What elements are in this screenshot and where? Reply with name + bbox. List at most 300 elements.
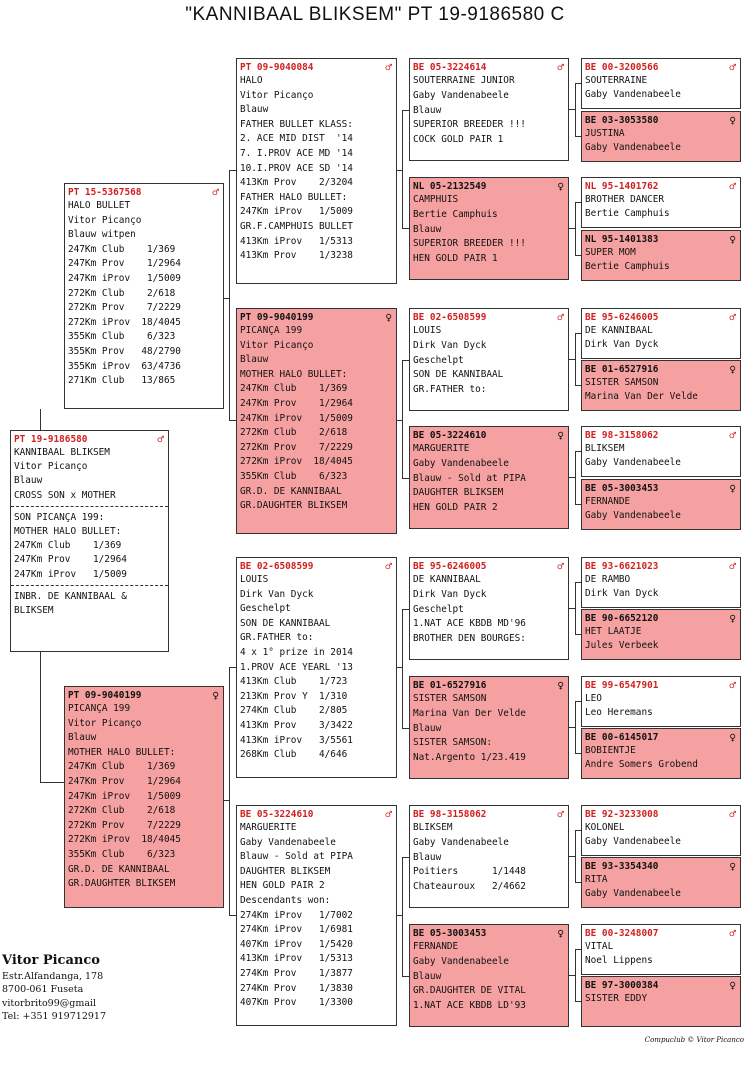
card-header xyxy=(413,311,565,324)
card-line: 247Km Prov 1/2964 xyxy=(68,258,181,270)
great-grandparent-card xyxy=(409,177,569,280)
female-icon: ♀ xyxy=(729,233,736,246)
ring-number: PT 15-5367568 xyxy=(68,187,142,198)
card-line: SISTER SAMSON: xyxy=(413,737,493,749)
great-great-grandparent-card xyxy=(581,111,741,162)
male-icon: ♂ xyxy=(729,927,736,940)
connector-line xyxy=(575,949,576,1001)
great-grandparent-card xyxy=(409,426,569,529)
grandparent-card xyxy=(236,58,397,284)
great-grandparent-card xyxy=(409,557,569,660)
card-line: 247Km iProv 1/5009 xyxy=(240,412,353,424)
card-header xyxy=(585,979,737,992)
great-great-grandparent-card xyxy=(581,557,741,608)
card-line: 10.I.PROV ACE SD '14 xyxy=(240,162,353,174)
ring-number: BE 95-6246005 xyxy=(413,561,487,572)
owner-city: 8700-061 Fuseta xyxy=(2,984,84,996)
card-line: 272Km iProv 18/4045 xyxy=(68,834,181,846)
female-icon: ♀ xyxy=(729,114,736,127)
female-icon: ♀ xyxy=(212,689,219,702)
card-header xyxy=(585,363,737,376)
card-line: BROTHER DANCER xyxy=(585,194,665,205)
female-icon: ♀ xyxy=(385,311,392,324)
card-line: 272Km iProv 18/4045 xyxy=(240,456,353,468)
card-line: 413Km iProv 1/5313 xyxy=(240,953,353,965)
card-line: FERNANDE xyxy=(585,496,631,507)
card-line: Vitor Picanço xyxy=(68,717,142,729)
card-line: DE KANNIBAAL xyxy=(585,325,653,336)
great-grandparent-card xyxy=(409,924,569,1027)
card-line: Nat.Argento 1/23.419 xyxy=(413,752,526,764)
connector-line xyxy=(575,634,581,635)
card-line: MARGUERITE xyxy=(240,822,297,833)
ring-number: BE 01-6527916 xyxy=(585,364,659,375)
ring-number: BE 05-3224610 xyxy=(413,430,487,441)
card-line: 413Km Club 1/723 xyxy=(240,676,348,688)
male-icon: ♂ xyxy=(557,808,564,821)
card-line: COCK GOLD PAIR 1 xyxy=(413,134,504,146)
connector-line xyxy=(575,83,581,84)
card-line: RITA xyxy=(585,874,608,885)
female-icon: ♀ xyxy=(729,363,736,376)
card-line: 247Km Club 1/369 xyxy=(68,761,176,773)
ring-number: BE 98-3158062 xyxy=(585,430,659,441)
card-line: Dirk Van Dyck xyxy=(240,588,314,600)
connector-line xyxy=(402,110,409,111)
card-line: Gaby Vandenabeele xyxy=(413,89,509,101)
card-header xyxy=(585,731,737,744)
card-line: PICANÇA 199 xyxy=(240,325,303,336)
card-line: Andre Somers Grobend xyxy=(585,759,698,771)
card-line: JUSTINA xyxy=(585,128,625,139)
card-line: 7. I.PROV ACE MD '14 xyxy=(240,147,353,159)
card-line: 413Km Prov 2/3204 xyxy=(240,177,353,189)
separator-rule xyxy=(11,506,168,507)
ring-number: BE 92-3233008 xyxy=(585,809,659,820)
card-line: 1.PROV ACE YEARL '13 xyxy=(240,661,353,673)
ring-number: NL 05-2132549 xyxy=(413,181,487,192)
ring-number: BE 97-3000384 xyxy=(585,980,659,991)
card-line: 413Km Prov 3/3422 xyxy=(240,719,353,731)
ring-number: PT 19-9186580 xyxy=(14,434,88,445)
card-line: MOTHER HALO BULLET: xyxy=(14,525,122,537)
connector-line xyxy=(229,170,236,171)
ring-number: BE 03-3053580 xyxy=(585,115,659,126)
card-header xyxy=(585,612,737,625)
card-line: 247Km Club 1/369 xyxy=(240,383,348,395)
separator-rule xyxy=(11,585,168,586)
card-header xyxy=(585,482,737,495)
owner-block xyxy=(2,952,106,1024)
connector-line xyxy=(229,420,236,421)
male-icon: ♂ xyxy=(385,808,392,821)
card-header xyxy=(413,180,565,193)
card-line: LOUIS xyxy=(240,574,269,585)
male-icon: ♂ xyxy=(385,61,392,74)
great-great-grandparent-card xyxy=(581,426,741,477)
connector-line xyxy=(402,857,403,976)
card-header xyxy=(585,233,737,246)
connector-line xyxy=(575,830,581,831)
card-line: Vitor Picanço xyxy=(240,89,314,101)
female-icon: ♀ xyxy=(729,482,736,495)
great-great-grandparent-card xyxy=(581,230,741,281)
card-line: Blauw xyxy=(413,722,442,734)
connector-line xyxy=(402,609,409,610)
card-line: Geschelpt xyxy=(240,603,291,615)
connector-line xyxy=(575,701,581,702)
connector-line xyxy=(402,976,409,977)
card-line: Descendants won: xyxy=(240,894,331,906)
card-line: Blauw xyxy=(240,354,269,366)
card-line: Gaby Vandenabeele xyxy=(413,457,509,469)
card-line: 272Km iProv 18/4045 xyxy=(68,316,181,328)
ring-number: BE 01-6527916 xyxy=(413,680,487,691)
card-line: Gaby Vandenabeele xyxy=(413,955,509,967)
card-line: 2. ACE MID DIST '14 xyxy=(240,133,353,145)
connector-line xyxy=(575,451,576,504)
connector-line xyxy=(575,949,581,950)
card-line: FATHER HALO BULLET: xyxy=(240,191,348,203)
great-great-grandparent-card xyxy=(581,360,741,411)
card-line: BOBIENTJE xyxy=(585,745,636,756)
card-line: Blauw xyxy=(413,970,442,982)
card-header xyxy=(585,860,737,873)
father-card xyxy=(64,183,224,409)
card-line: Gaby Vandenabeele xyxy=(240,836,336,848)
card-line: CROSS SON x MOTHER xyxy=(14,489,116,501)
card-line: SOUTERRAINE JUNIOR xyxy=(413,75,515,86)
card-line: GR.DAUGHTER BLIKSEM xyxy=(240,500,348,512)
card-line: 247Km Prov 1/2964 xyxy=(240,397,353,409)
card-line: Gaby Vandenabeele xyxy=(413,836,509,848)
card-line: Vitor Picanço xyxy=(14,461,88,473)
card-line: DAUGHTER BLIKSEM xyxy=(413,487,504,499)
card-line: Gaby Vandenabeele xyxy=(585,89,681,101)
female-icon: ♀ xyxy=(557,679,564,692)
great-great-grandparent-card xyxy=(581,609,741,660)
ring-number: BE 00-3248007 xyxy=(585,928,659,939)
great-grandparent-card xyxy=(409,58,569,161)
card-header xyxy=(585,560,737,573)
connector-line xyxy=(402,110,403,228)
card-line: Dirk Van Dyck xyxy=(585,588,659,600)
card-line: KANNIBAAL BLIKSEM xyxy=(14,447,110,458)
card-line: CAMPHUIS xyxy=(413,194,459,205)
card-line: 274Km iProv 1/6981 xyxy=(240,924,353,936)
card-line: 271Km Club 13/865 xyxy=(68,375,176,387)
great-great-grandparent-card xyxy=(581,479,741,530)
card-line: Geschelpt xyxy=(413,603,464,615)
card-header xyxy=(413,808,565,821)
great-great-grandparent-card xyxy=(581,58,741,109)
connector-line xyxy=(402,360,403,478)
female-icon: ♀ xyxy=(557,927,564,940)
card-line: 355Km Club 6/323 xyxy=(68,848,176,860)
ring-number: PT 09-9040199 xyxy=(240,312,314,323)
great-great-grandparent-card xyxy=(581,976,741,1027)
card-line: HALO xyxy=(240,75,263,86)
card-line: Marina Van Der Velde xyxy=(585,391,698,403)
great-great-grandparent-card xyxy=(581,805,741,856)
card-line: PICANÇA 199 xyxy=(68,703,131,714)
card-header xyxy=(14,433,165,446)
card-header xyxy=(585,114,737,127)
great-grandparent-card xyxy=(409,308,569,411)
connector-line xyxy=(575,504,581,505)
card-line: Jules Verbeek xyxy=(585,640,659,652)
male-icon: ♂ xyxy=(557,560,564,573)
card-line: 355Km Club 6/323 xyxy=(240,470,348,482)
female-icon: ♀ xyxy=(729,612,736,625)
card-line: KOLONEL xyxy=(585,822,625,833)
ring-number: BE 99-6547901 xyxy=(585,680,659,691)
card-line: 1.NAT ACE KBDB LD'93 xyxy=(413,1000,526,1012)
card-line: GR.DAUGHTER DE VITAL xyxy=(413,985,526,997)
connector-line xyxy=(229,170,230,420)
male-icon: ♂ xyxy=(557,61,564,74)
card-header xyxy=(585,311,737,324)
card-header xyxy=(68,689,220,702)
female-icon: ♀ xyxy=(729,860,736,873)
card-header xyxy=(585,61,737,74)
card-header xyxy=(240,808,393,821)
card-line: 247Km Prov 1/2964 xyxy=(68,775,181,787)
card-line: 272Km Club 2/618 xyxy=(240,427,348,439)
ring-number: BE 93-6621023 xyxy=(585,561,659,572)
male-icon: ♂ xyxy=(729,560,736,573)
great-great-grandparent-card xyxy=(581,857,741,908)
card-line: SON DE KANNIBAAL xyxy=(240,617,331,629)
card-line: Blauw xyxy=(413,104,442,116)
connector-line xyxy=(575,882,581,883)
ring-number: BE 00-3200566 xyxy=(585,62,659,73)
card-line: 274Km Club 2/805 xyxy=(240,705,348,717)
connector-line xyxy=(575,385,581,386)
card-line: 247Km iProv 1/5009 xyxy=(68,272,181,284)
connector-line xyxy=(575,333,576,385)
great-great-grandparent-card xyxy=(581,676,741,727)
footer-credit: Compuclub © Vitor Picanco xyxy=(644,1036,744,1044)
card-line: SUPERIOR BREEDER !!! xyxy=(413,238,526,250)
mother-card xyxy=(64,686,224,908)
card-header xyxy=(585,429,737,442)
male-icon: ♂ xyxy=(729,180,736,193)
card-line: FERNANDE xyxy=(413,941,459,952)
card-line: BLIKSEM xyxy=(585,443,625,454)
card-line: 274Km Prov 1/3830 xyxy=(240,982,353,994)
card-line: Marina Van Der Velde xyxy=(413,707,526,719)
card-line: 272Km Prov 7/2229 xyxy=(68,819,181,831)
card-line: 355Km Prov 48/2790 xyxy=(68,345,181,357)
female-icon: ♀ xyxy=(557,429,564,442)
card-line: Noel Lippens xyxy=(585,955,653,967)
card-line: SISTER SAMSON xyxy=(413,693,487,704)
card-header xyxy=(585,927,737,940)
card-line: Blauw xyxy=(413,851,442,863)
card-line: HET LAATJE xyxy=(585,626,642,637)
connector-line xyxy=(575,582,576,634)
ring-number: BE 05-3224610 xyxy=(240,809,314,820)
card-line: 413Km Prov 1/3238 xyxy=(240,250,353,262)
connector-line xyxy=(575,83,576,136)
card-header xyxy=(585,808,737,821)
card-line: 247Km iProv 1/5009 xyxy=(14,568,127,580)
card-line: 407Km iProv 1/5420 xyxy=(240,938,353,950)
card-line: HEN GOLD PAIR 1 xyxy=(413,253,498,265)
connector-line xyxy=(402,228,409,229)
ring-number: PT 09-9040199 xyxy=(68,690,142,701)
connector-line xyxy=(40,652,41,782)
card-line: Gaby Vandenabeele xyxy=(585,888,681,900)
card-header xyxy=(240,560,393,573)
male-icon: ♂ xyxy=(729,679,736,692)
ring-number: BE 93-3354340 xyxy=(585,861,659,872)
connector-line xyxy=(575,1001,581,1002)
card-header xyxy=(240,311,393,324)
card-line: DE KANNIBAAL xyxy=(413,574,481,585)
card-line: Dirk Van Dyck xyxy=(413,588,487,600)
card-line: Blauw witpen xyxy=(68,229,136,241)
card-line: SISTER EDDY xyxy=(585,993,648,1004)
card-line: 272Km Prov 7/2229 xyxy=(68,302,181,314)
connector-line xyxy=(40,409,41,431)
card-line: 247Km Prov 1/2964 xyxy=(14,554,127,566)
male-icon: ♂ xyxy=(729,61,736,74)
connector-line xyxy=(575,202,576,255)
card-line: 272Km Club 2/618 xyxy=(68,805,176,817)
card-line: SISTER SAMSON xyxy=(585,377,659,388)
connector-line xyxy=(575,255,581,256)
connector-line xyxy=(229,915,236,916)
card-line: 213Km Prov Y 1/310 xyxy=(240,690,348,702)
card-line: LEO xyxy=(585,693,602,704)
ring-number: NL 95-1401762 xyxy=(585,181,659,192)
connector-line xyxy=(229,667,230,915)
card-line: LOUIS xyxy=(413,325,442,336)
connector-line xyxy=(575,333,581,334)
male-icon: ♂ xyxy=(385,560,392,573)
connector-line xyxy=(40,782,64,783)
card-line: Blauw xyxy=(14,475,43,487)
card-line: FATHER BULLET KLASS: xyxy=(240,118,353,130)
card-line: SON PICANÇA 199: xyxy=(14,511,105,523)
card-line: GR.DAUGHTER BLIKSEM xyxy=(68,878,176,890)
card-line: Bertie Camphuis xyxy=(585,261,670,273)
card-line: MOTHER HALO BULLET: xyxy=(240,368,348,380)
card-line: Leo Heremans xyxy=(585,707,653,719)
card-line: GR.D. DE KANNIBAAL xyxy=(240,485,342,497)
card-line: Bertie Camphuis xyxy=(413,208,498,220)
card-header xyxy=(413,61,565,74)
connector-line xyxy=(402,728,409,729)
owner-email: vitorbrito99@gmail xyxy=(2,997,97,1009)
card-line: SOUTERRAINE xyxy=(585,75,648,86)
owner-name: Vitor Picanco xyxy=(2,953,100,968)
card-line: DE RAMBO xyxy=(585,574,631,585)
card-line: GR.FATHER to: xyxy=(240,632,314,644)
card-line: Gaby Vandenabeele xyxy=(585,510,681,522)
ring-number: BE 02-6508599 xyxy=(413,312,487,323)
female-icon: ♀ xyxy=(729,979,736,992)
ring-number: BE 00-6145017 xyxy=(585,732,659,743)
card-line: 407Km Prov 1/3300 xyxy=(240,997,353,1009)
card-line: Gaby Vandenabeele xyxy=(585,457,681,469)
ring-number: BE 05-3003453 xyxy=(413,928,487,939)
card-line: 413Km iProv 1/5313 xyxy=(240,235,353,247)
card-line: Gaby Vandenabeele xyxy=(585,142,681,154)
card-line: GR.F.CAMPHUIS BULLET xyxy=(240,220,353,232)
connector-line xyxy=(575,701,576,753)
card-line: GR.D. DE KANNIBAAL xyxy=(68,863,170,875)
grandparent-card xyxy=(236,308,397,534)
card-line: SUPER MOM xyxy=(585,247,636,258)
card-line: 268Km Club 4/646 xyxy=(240,749,348,761)
connector-line xyxy=(402,609,403,728)
card-line: HALO BULLET xyxy=(68,200,131,211)
male-icon: ♂ xyxy=(557,311,564,324)
card-line: Blauw xyxy=(68,732,97,744)
card-header xyxy=(585,180,737,193)
ring-number: BE 95-6246005 xyxy=(585,312,659,323)
card-line: 274Km iProv 1/7002 xyxy=(240,909,353,921)
ring-number: BE 90-6652120 xyxy=(585,613,659,624)
male-icon: ♂ xyxy=(729,311,736,324)
card-line: Chateauroux 2/4662 xyxy=(413,881,526,893)
card-line: 272Km Club 2/618 xyxy=(68,287,176,299)
card-line: HEN GOLD PAIR 2 xyxy=(413,502,498,514)
great-grandparent-card xyxy=(409,805,569,908)
card-line: 355Km Club 6/323 xyxy=(68,331,176,343)
card-line: Geschelpt xyxy=(413,354,464,366)
card-line: Bertie Camphuis xyxy=(585,208,670,220)
ring-number: PT 09-9040084 xyxy=(240,62,314,73)
card-line: 247Km Club 1/369 xyxy=(14,540,122,552)
card-line: Dirk Van Dyck xyxy=(413,339,487,351)
connector-line xyxy=(575,582,581,583)
card-line: Vitor Picanço xyxy=(240,339,314,351)
card-line: MOTHER HALO BULLET: xyxy=(68,746,176,758)
card-line: 247Km Club 1/369 xyxy=(68,243,176,255)
ring-number: BE 98-3158062 xyxy=(413,809,487,820)
card-header xyxy=(240,61,393,74)
connector-line xyxy=(575,830,576,882)
female-icon: ♀ xyxy=(729,731,736,744)
card-line: Blauw - Sold at PIPA xyxy=(413,472,526,484)
card-header xyxy=(413,927,565,940)
ring-number: NL 95-1401383 xyxy=(585,234,659,245)
card-line: BROTHER DEN BOURGES: xyxy=(413,633,526,645)
card-line: 274Km Prov 1/3877 xyxy=(240,967,353,979)
connector-line xyxy=(402,857,409,858)
card-line: 247Km iProv 1/5009 xyxy=(68,790,181,802)
male-icon: ♂ xyxy=(729,429,736,442)
great-great-grandparent-card xyxy=(581,924,741,975)
card-line: Dirk Van Dyck xyxy=(585,339,659,351)
ring-number: BE 05-3003453 xyxy=(585,483,659,494)
card-line: 247Km iProv 1/5009 xyxy=(240,206,353,218)
card-line: BLIKSEM xyxy=(14,604,54,616)
card-line: 355Km iProv 63/4736 xyxy=(68,360,181,372)
card-line: 413Km iProv 3/5561 xyxy=(240,734,353,746)
card-line: Vitor Picanço xyxy=(68,214,142,226)
card-line: SUPERIOR BREEDER !!! xyxy=(413,119,526,131)
great-great-grandparent-card xyxy=(581,728,741,779)
card-header xyxy=(68,186,220,199)
card-header xyxy=(413,429,565,442)
connector-line xyxy=(402,478,409,479)
connector-line xyxy=(575,136,581,137)
